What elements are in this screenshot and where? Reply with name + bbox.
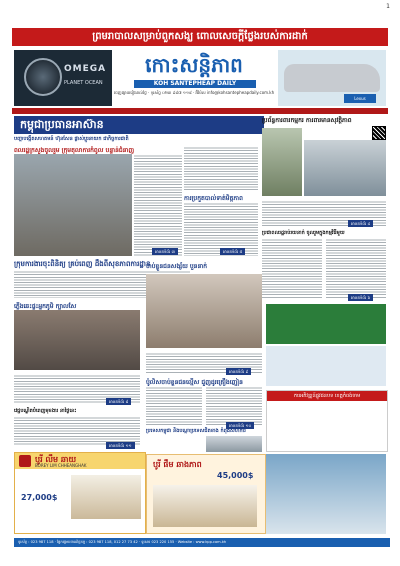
- watch-advertisement: [14, 50, 112, 106]
- advertisement-product: [266, 390, 388, 452]
- realestate-advertisement-left: [14, 452, 146, 534]
- story-headline: វេជ្ជបណ្ឌិតបំពេញមុខងារ នាថ្ងៃនេះ: [14, 408, 77, 414]
- ad-price: 27,000$: [21, 493, 58, 502]
- continued-label: អានតទំព័រ ៥: [220, 248, 245, 255]
- continued-label: អានតទំព័រ ៣: [152, 248, 178, 255]
- story-photo: [14, 310, 140, 370]
- ad-company-name: បូរី លឹម ឆាយ: [35, 455, 77, 464]
- newspaper-subtitle: KOH SANTEPHEAP DAILY: [134, 80, 256, 88]
- watch-image: [24, 58, 62, 96]
- continued-label: អានតទំព័រ ១១: [106, 442, 135, 449]
- divider-bar: [12, 108, 388, 114]
- story-photo: [146, 274, 262, 348]
- story-photo: [304, 140, 386, 196]
- continued-label: អានតទំព័រ ៩: [226, 368, 251, 375]
- story-headline: ក្រុមការងារចុះពិនិត្យ គ្រប់ពេញ ដឹងពីសុខភាពការដ្ឋាន: [14, 260, 151, 268]
- top-banner-headline: ព្រមរាបាលសម្រាប់ពួកសង្ឃ ពោលសេចក្តីថ្លែងរបស់ការដាក់: [12, 28, 388, 46]
- article-text: [146, 386, 202, 426]
- newspaper-title: កោះសន្តិភាព: [145, 53, 243, 77]
- borey-logo-icon: [19, 455, 31, 467]
- article-text: [326, 238, 386, 298]
- advertisement-green: [266, 304, 386, 344]
- article-text: [206, 386, 262, 426]
- story-headline: ពលរដ្ឋក្រសួងចូលរួម ក្រុមតុលាការកំពូល បន្ទាន់ជំនាញ: [14, 147, 135, 154]
- article-text: [262, 238, 322, 298]
- lead-photo: [14, 154, 132, 256]
- story-photo: [206, 436, 262, 452]
- masthead-info: ចេញផ្សាយរៀងរាល់ថ្ងៃ · ទូរស័ព្ទ ០២៣ ៩៨៧ ១១៨ · អ៊ីម៉ែល info@kohsantepheapdaily.com.kh: [114, 90, 275, 95]
- car-image: [284, 64, 380, 92]
- footer-contact: ទូរស័ព្ទ : 023 987 118 · ផ្នែកផ្សាយពាណិជ្ជកម្ម : 023 987 118, 012 27 73 42 · ទូរសារ 023 220 155 · Website : www.kpp.com.kh: [14, 538, 390, 547]
- continued-label: អានតទំព័រ ១០: [226, 422, 254, 429]
- lead-subheadline: បញ្ហាបង្កើតសហគមន៍ ហ៊ុនសែន ផ្លាស់ប្តូរនាយក ជាកិច្ចការជាតិ: [14, 136, 129, 142]
- page-number: 1: [386, 3, 390, 10]
- qr-code-icon: [372, 126, 386, 140]
- story-headline: ប៉ូលិសចាប់ខ្លួនជនល្មើស ជួញដូរគ្រឿងញៀន: [146, 379, 243, 386]
- ad-company-name: បូរី ផឹម ឆាងភាព: [153, 460, 202, 469]
- building-advertisement: [266, 454, 386, 534]
- watch-line: PLANET OCEAN: [64, 80, 103, 86]
- story-headline: ការប្រកួតបាល់ទាត់មិត្តភាព: [184, 195, 243, 202]
- continued-label: អានតទំព័រ ៤: [348, 220, 373, 227]
- masthead: [114, 50, 276, 106]
- house-image: [153, 485, 257, 527]
- article-text: [184, 146, 258, 190]
- lead-headline: កម្ពុជាប្រធានអាស៊ាន: [14, 116, 264, 134]
- story-headline: ចាប់ខ្លួនជនសង្ស័យ បួននាក់: [146, 263, 208, 270]
- ad-company-en: BOREY LIM CHHEANGHAK: [35, 463, 87, 468]
- story-headline: ភ្លើងឆេះផ្ទះអ្នកភូមិ ក្បាលសែ: [14, 303, 77, 310]
- car-tag: Lexus: [344, 94, 376, 103]
- realestate-advertisement-right: [146, 454, 266, 534]
- story-headline: ប្រព័ន្ធការពារកម្មករ ការពារមានសុវត្ថិភាព: [262, 117, 352, 124]
- article-text: [134, 154, 182, 256]
- car-advertisement: [278, 50, 386, 106]
- watch-brand: OMEGA: [64, 64, 107, 74]
- story-photo: [262, 128, 302, 196]
- advertisement-title: ការអភិវឌ្ឍន៍ផ្លូវជនបទ ខេត្តកំពង់ចាម: [267, 391, 387, 401]
- top-bar: [10, 3, 390, 26]
- newspaper-page: [10, 3, 390, 557]
- advertisement-blue: [266, 346, 386, 386]
- continued-label: អានតទំព័រ ៨: [106, 398, 131, 405]
- continued-label: អានតទំព័រ ៦: [348, 294, 373, 301]
- ad-price: 45,000$: [217, 471, 254, 480]
- house-image: [71, 475, 141, 519]
- story-headline: ប្រទេសកម្ពុជា និងបណ្តាប្រទេសជិតខាង កំពុងសហការ: [146, 428, 246, 434]
- story-headline: ប្រជាពលរដ្ឋរាប់រយនាក់ ចូលរួមក្នុងកម្មវិធីមួយ: [262, 230, 345, 236]
